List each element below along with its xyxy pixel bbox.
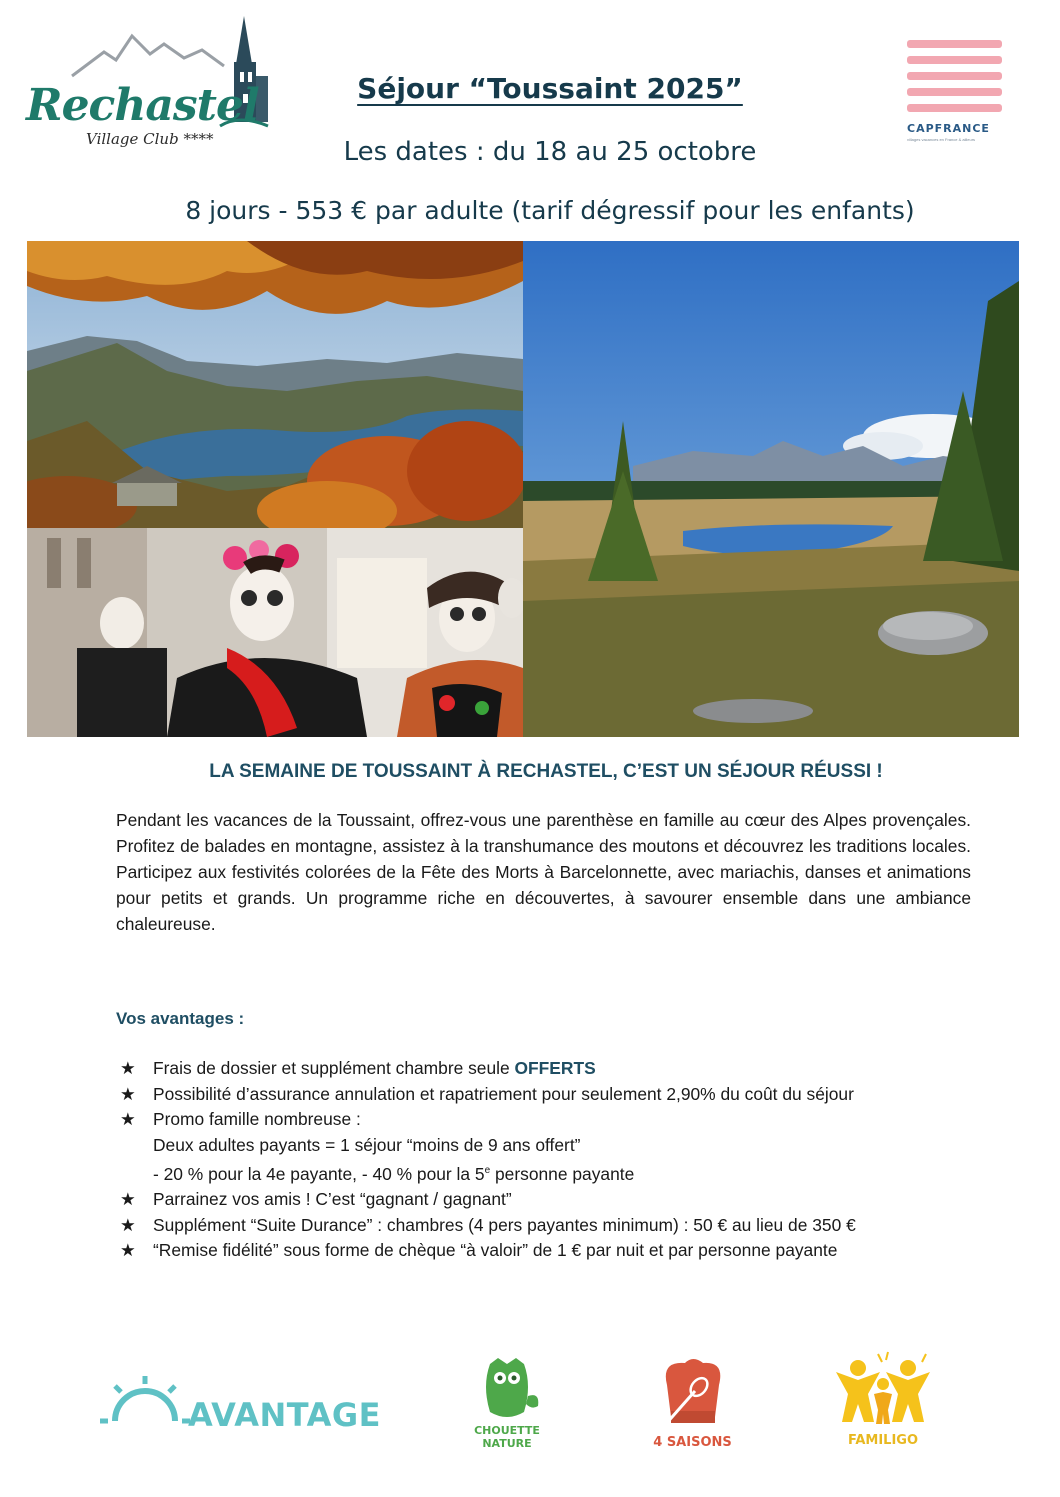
star-icon: ★ xyxy=(120,1214,136,1235)
star-icon: ★ xyxy=(120,1109,136,1129)
stay-dates: Les dates : du 18 au 25 octobre xyxy=(343,137,757,167)
advantage-text: Parrainez vos amis ! C’est “gagnant / gagnant” xyxy=(153,1189,512,1210)
chouette-line2: NATURE xyxy=(482,1437,532,1450)
owl-icon xyxy=(462,1356,552,1422)
page-title-text: Séjour “Toussaint 2025” xyxy=(357,72,743,105)
star-icon: ★ xyxy=(120,1189,136,1210)
chouette-nature-label xyxy=(462,1424,552,1450)
logo-stripe xyxy=(907,104,1002,112)
advantage-text: Frais de dossier et supplément chambre seule xyxy=(153,1058,515,1078)
list-item xyxy=(120,1056,980,1082)
logo-stripe xyxy=(907,72,1002,80)
advantage-highlight: OFFERTS xyxy=(514,1058,596,1078)
fete-des-morts-photo xyxy=(27,528,523,737)
alpine-lake-photo xyxy=(523,241,1019,737)
advantage-text: “Remise fidélité” sous forme de chèque “à valoir” de 1 € par nuit et par personne payante xyxy=(153,1240,838,1261)
4-saisons-logo xyxy=(645,1355,740,1455)
avantage-label: AVANTAGE xyxy=(188,1396,381,1434)
star-icon: ★ xyxy=(120,1240,136,1261)
chouette-nature-logo xyxy=(462,1356,552,1456)
page-title xyxy=(0,72,1060,105)
autumn-lake-photo xyxy=(27,241,523,528)
advantages-list xyxy=(120,1056,980,1264)
advantage-text: Possibilité d’assurance annulation et rapatriement pour seulement 2,90% du coût du séjour xyxy=(153,1083,854,1104)
ordinal-sup: e xyxy=(484,1165,491,1176)
star-icon: ★ xyxy=(120,1058,136,1078)
capfrance-tagline: villages vacances en France & ailleurs xyxy=(907,137,976,142)
familigo-label: FAMILIGO xyxy=(847,1433,919,1448)
logo-subtitle: Village Club **** xyxy=(86,130,214,148)
logo-stripe xyxy=(907,56,1002,64)
family-icon xyxy=(828,1350,938,1430)
advantage-detail xyxy=(153,1158,980,1187)
advantage-text: Promo famille nombreuse : xyxy=(153,1109,361,1129)
advantage-detail: Deux adultes payants = 1 séjour “moins de 9 ans offert” xyxy=(153,1134,581,1155)
intro-paragraph: Pendant les vacances de la Toussaint, offrez-vous une parenthèse en famille au cœur des Alpes provençales. Profitez de balades en montagne, assistez à la transhumance des moutons et découvrez les traditions locales. Participez aux festivités colorées de la Fête des Morts à Barcelonnette, avec mariachis, danses et animations pour petits et grands. Un programme riche en découvertes, à savourer ensemble dans une ambiance chaleureuse. xyxy=(116,810,971,934)
chouette-line1: CHOUETTE xyxy=(474,1424,540,1437)
avantage-logo xyxy=(100,1376,390,1446)
stay-price: 8 jours - 553 € par adulte (tarif dégressif pour les enfants) xyxy=(185,196,915,225)
advantage-text: Supplément “Suite Durance” : chambres (4 pers payantes minimum) : 50 € au lieu de 350 € xyxy=(153,1214,856,1235)
list-item xyxy=(120,1187,980,1213)
logo-stripe xyxy=(907,40,1002,48)
advantages-title: Vos avantages : xyxy=(116,1009,245,1028)
capfrance-logo xyxy=(905,38,1005,148)
4-saisons-label: 4 SAISONS xyxy=(653,1435,732,1450)
list-item xyxy=(120,1107,980,1187)
list-item xyxy=(120,1238,980,1264)
alpine-lake-meadow-photo-icon xyxy=(523,241,1019,737)
sunrise-icon xyxy=(100,1376,190,1436)
advantage-detail-part: - 20 % pour la 4e payante, - 40 % pour la 5 xyxy=(153,1163,485,1184)
section-headline: LA SEMAINE DE TOUSSAINT À RECHASTEL, C’EST UN SÉJOUR RÉUSSI ! xyxy=(209,761,883,782)
capfrance-wordmark: CAPFRANCE xyxy=(907,122,990,135)
list-item xyxy=(120,1082,980,1108)
autumn-lake-mountain-photo-icon xyxy=(27,241,523,528)
logo-stripe xyxy=(907,88,1002,96)
advantage-detail-part: personne payante xyxy=(490,1163,635,1184)
list-item xyxy=(120,1213,980,1239)
familigo-logo xyxy=(828,1350,938,1455)
star-icon: ★ xyxy=(120,1083,136,1104)
logo-name: Rechastel xyxy=(26,80,259,131)
fete-des-morts-parade-photo-icon xyxy=(27,528,523,737)
chef-hat-whisk-icon xyxy=(645,1355,740,1430)
